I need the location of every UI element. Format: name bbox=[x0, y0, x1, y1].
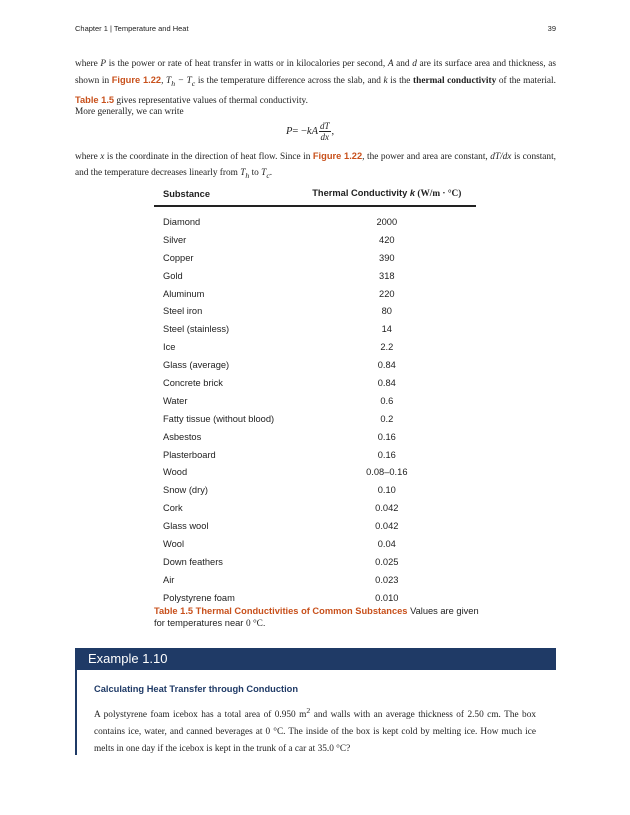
page-number: 39 bbox=[547, 24, 556, 33]
cell-substance: Steel (stainless) bbox=[163, 324, 230, 335]
chapter-title: Chapter 1 | Temperature and Heat bbox=[75, 24, 189, 33]
table-row bbox=[154, 481, 476, 499]
table-row bbox=[154, 302, 476, 320]
cell-conductivity: 0.042 bbox=[375, 521, 399, 532]
cell-substance: Steel iron bbox=[163, 306, 203, 317]
example-heading: Calculating Heat Transfer through Conduction bbox=[94, 684, 299, 694]
example-left-rule bbox=[75, 670, 77, 755]
cell-substance: Copper bbox=[163, 252, 194, 263]
figure-1-22-link-2[interactable]: Figure 1.22 bbox=[312, 151, 363, 161]
cell-conductivity: 0.10 bbox=[377, 485, 396, 496]
cell-substance: Water bbox=[163, 395, 188, 406]
cell-conductivity: 80 bbox=[381, 306, 392, 317]
table-row bbox=[154, 356, 476, 374]
table-row bbox=[154, 338, 476, 356]
cell-conductivity: 220 bbox=[379, 288, 395, 299]
cell-substance: Concrete brick bbox=[163, 377, 223, 388]
cell-substance: Air bbox=[163, 574, 175, 585]
table-row bbox=[154, 206, 476, 231]
column-header-conductivity: Thermal Conductivity k (W/m · °C) bbox=[298, 182, 476, 206]
table-row bbox=[154, 320, 476, 338]
cell-substance: Plasterboard bbox=[163, 449, 216, 460]
table-row bbox=[154, 249, 476, 267]
page-header bbox=[75, 24, 556, 33]
table-row bbox=[154, 374, 476, 392]
conduction-equation: P = − k A $\frac{dT}{dx}$ , bbox=[286, 121, 335, 142]
cell-conductivity: 0.04 bbox=[377, 538, 396, 549]
cell-substance: Ice bbox=[163, 342, 176, 353]
cell-substance: Wood bbox=[163, 467, 188, 478]
column-header-substance: Substance bbox=[154, 182, 298, 206]
table-row bbox=[154, 392, 476, 410]
cell-substance: Gold bbox=[163, 270, 183, 281]
cell-substance: Snow (dry) bbox=[163, 485, 208, 496]
cell-substance: Silver bbox=[163, 234, 187, 245]
table-row bbox=[154, 463, 476, 481]
cell-conductivity: 0.84 bbox=[377, 360, 396, 371]
cell-conductivity: 2.2 bbox=[380, 342, 394, 353]
cell-substance: Fatty tissue (without blood) bbox=[163, 413, 275, 424]
table-row bbox=[154, 285, 476, 303]
cell-conductivity: 0.6 bbox=[380, 395, 394, 406]
cell-conductivity: 420 bbox=[379, 234, 395, 245]
table-row bbox=[154, 446, 476, 464]
table-1-5-link[interactable]: Table 1.5 bbox=[75, 94, 115, 105]
table-header-row bbox=[154, 182, 476, 206]
thermal-conductivity-table bbox=[154, 182, 476, 607]
cell-conductivity: 0.2 bbox=[380, 413, 394, 424]
cell-substance: Cork bbox=[163, 503, 183, 514]
cell-conductivity: 318 bbox=[379, 270, 395, 281]
table-row bbox=[154, 499, 476, 517]
cell-conductivity: 0.010 bbox=[375, 592, 399, 603]
example-title: Example 1.10 bbox=[88, 651, 168, 666]
cell-substance: Polystyrene foam bbox=[163, 592, 235, 603]
cell-conductivity: 0.16 bbox=[377, 449, 396, 460]
example-title-bar bbox=[75, 648, 556, 670]
cell-conductivity: 0.84 bbox=[377, 377, 396, 388]
cell-conductivity: 0.023 bbox=[375, 574, 399, 585]
paragraph-more-generally: More generally, we can write bbox=[75, 107, 184, 117]
cell-substance: Wool bbox=[163, 538, 185, 549]
table-row bbox=[154, 571, 476, 589]
cell-substance: Down feathers bbox=[163, 556, 223, 567]
cell-conductivity: 0.16 bbox=[377, 431, 396, 442]
cell-substance: Diamond bbox=[163, 216, 201, 227]
cell-conductivity: 0.025 bbox=[375, 556, 399, 567]
table-row bbox=[154, 428, 476, 446]
table-caption-label: Table 1.5 Thermal Conductivities of Common Substances bbox=[154, 606, 408, 616]
table-row bbox=[154, 410, 476, 428]
cell-substance: Aluminum bbox=[163, 288, 205, 299]
paragraph-conduction-definition: where P is the power or rate of heat transfer in watts or in kilocalories per second, A and d are its surface area and thickness, as shown in Figure 1.22, $T_h - T_c$ is the temperature difference across the slab, and k is the thermal conductivity of the material. Table 1.5 gives representative values of thermal conductivity. bbox=[75, 59, 556, 106]
table-row bbox=[154, 535, 476, 553]
cell-substance: Glass wool bbox=[163, 521, 209, 532]
paragraph-heat-flow: where x is the coordinate in the direction of heat flow. Since in Figure 1.22, the power and area are constant, dT/dx is constant, and the temperature decreases linearly from $T_h$ to $T_c$. bbox=[75, 151, 556, 180]
cell-substance: Glass (average) bbox=[163, 360, 230, 371]
figure-1-22-link[interactable]: Figure 1.22 bbox=[111, 75, 162, 85]
cell-substance: Asbestos bbox=[163, 431, 202, 442]
cell-conductivity: 2000 bbox=[376, 216, 398, 227]
cell-conductivity: 14 bbox=[381, 324, 392, 335]
table-row bbox=[154, 517, 476, 535]
example-problem-text: A polystyrene foam icebox has a total area of 0.950 $m^2$ and walls with an average thickness of 2.50 cm. The box contains ice, water, and canned beverages at 0 °C. The inside of the box is kept cold by melting ice. How much ice melts in one day if the icebox is kept in the trunk of a car at 35.0 °C? bbox=[94, 706, 536, 755]
table-row bbox=[154, 231, 476, 249]
table-caption: Table 1.5 Thermal Conductivities of Common Substances Values are given for temperatures near 0 °C. bbox=[154, 606, 479, 629]
cell-conductivity: 0.08–0.16 bbox=[366, 467, 408, 478]
term-thermal-conductivity: thermal conductivity bbox=[413, 76, 497, 86]
table-row bbox=[154, 267, 476, 285]
cell-conductivity: 390 bbox=[379, 252, 395, 263]
table-row bbox=[154, 589, 476, 607]
table-row bbox=[154, 553, 476, 571]
cell-conductivity: 0.042 bbox=[375, 503, 399, 514]
